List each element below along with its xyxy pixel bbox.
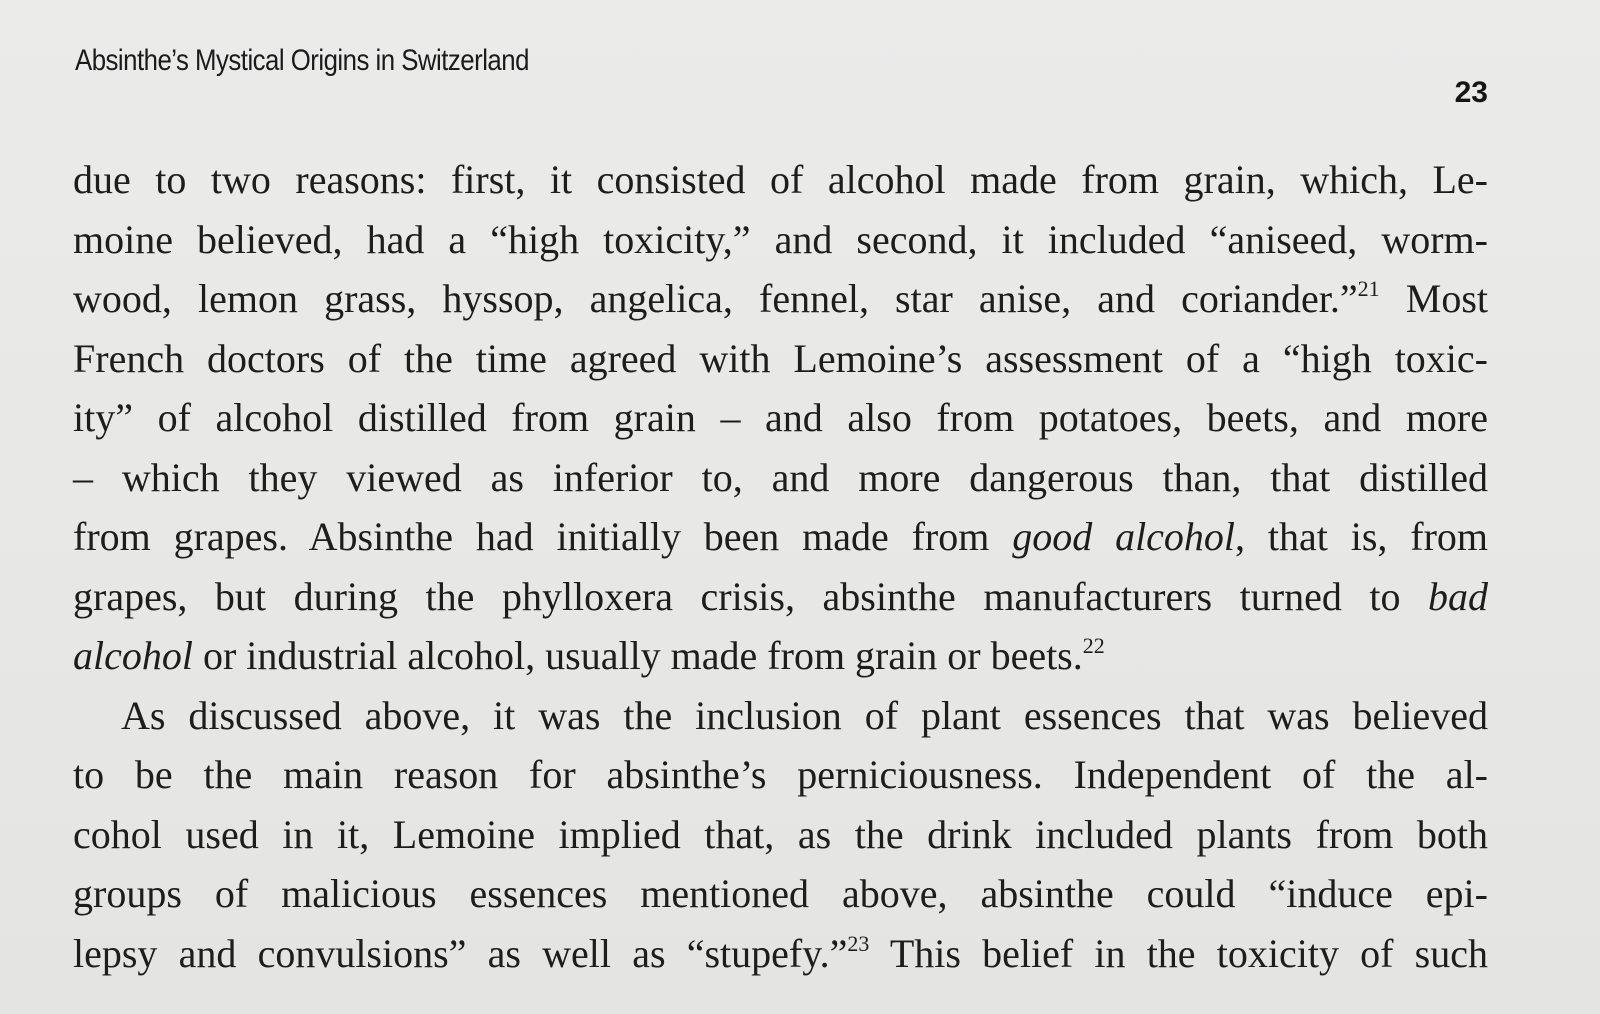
text-line: moine believed, had a “high toxicity,” and second, it included “aniseed, worm- [73, 216, 1488, 262]
body-text [73, 150, 1488, 983]
text-run: from grapes. Absinthe had initially been made from [73, 514, 1013, 559]
italic-text: alcohol [73, 633, 193, 678]
text-line: As discussed above, it was the inclusion of plant essences that was believed [121, 692, 1488, 738]
running-title: Absinthe’s Mystical Origins in Switzerland [75, 44, 529, 77]
text-run: Most [1379, 276, 1488, 321]
text-run: lepsy and convulsions” as well as “stupefy.” [73, 930, 848, 976]
footnote-ref-23[interactable]: 23 [847, 930, 870, 956]
text-line: French doctors of the time agreed with Lemoine’s assessment of a “high toxic- [73, 335, 1488, 381]
text-line: ity” of alcohol distilled from grain – and also from potatoes, beets, and more [73, 395, 1488, 440]
text-run: This belief in the toxicity of such [869, 930, 1488, 976]
footnote-ref-21[interactable]: 21 [1357, 276, 1380, 301]
italic-text: good alcohol [1012, 514, 1236, 559]
text-line: to be the main reason for absinthe’s perniciousness. Independent of the al- [73, 752, 1488, 797]
page-number: 23 [1454, 76, 1488, 109]
footnote-ref-22[interactable]: 22 [1082, 633, 1105, 658]
text-line: – which they viewed as inferior to, and more dangerous than, that distilled [73, 454, 1488, 500]
text-line [73, 626, 1488, 686]
text-line [73, 567, 1488, 627]
text-run: grapes, but during the phylloxera crisis, absinthe manufacturers turned to [73, 573, 1428, 619]
text-run: wood, lemon grass, hyssop, angelica, fennel, star anise, and coriander.” [73, 276, 1358, 321]
text-line: groups of malicious essences mentioned above, absinthe could “induce epi- [73, 871, 1488, 916]
italic-text: bad [1428, 573, 1488, 619]
text-line [73, 507, 1488, 567]
text-run: or industrial alcohol, usually made from grain or beets. [192, 633, 1083, 678]
text-line [73, 269, 1488, 329]
text-run: , that is, from [1235, 514, 1488, 559]
text-line [73, 924, 1488, 984]
text-line: due to two reasons: first, it consisted of alcohol made from grain, which, Le- [73, 157, 1488, 202]
text-line: cohol used in it, Lemoine implied that, as the drink included plants from both [73, 811, 1488, 857]
paragraph-1 [73, 150, 1488, 686]
paragraph-2 [73, 686, 1488, 984]
